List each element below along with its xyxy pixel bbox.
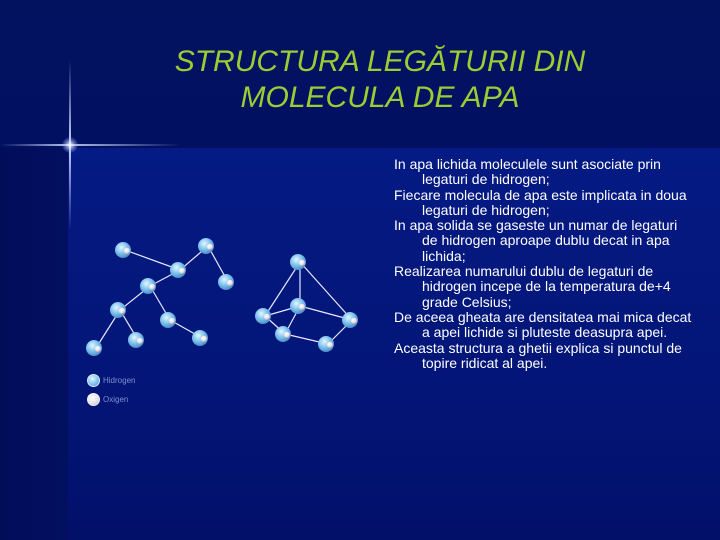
water-molecule (86, 340, 102, 356)
water-molecule (198, 238, 214, 254)
water-molecule (128, 332, 144, 348)
paragraph-4: Realizarea numarului dublu de legaturi de hidrogen incepe de la temperatura de+4 grade Celsius; (394, 263, 671, 310)
hydrogen-bond-line (300, 262, 352, 320)
atoms (86, 238, 358, 356)
title-line-1: STRUCTURA LEGĂTURII DIN (174, 45, 586, 78)
oxygen-atom (327, 342, 333, 348)
oxygen-atom (351, 318, 357, 324)
hydrogen-atom-icon (87, 374, 100, 387)
oxygen-atom (95, 346, 101, 352)
explanation-list (394, 157, 694, 371)
oxygen-atom (169, 318, 175, 324)
water-molecule (170, 262, 186, 278)
legend-hydrogen (87, 374, 135, 387)
oxygen-atom (137, 338, 143, 344)
oxygen-atom (119, 308, 125, 314)
oxygen-atom (299, 304, 305, 310)
title-line-2: MOLECULA DE APA (240, 81, 520, 114)
paragraph-6: Aceasta structura a ghetii explica si punctul de topire ridicat al apei. (394, 339, 682, 371)
legend-oxygen-label: Oxigen (103, 395, 129, 404)
water-molecule (342, 312, 358, 328)
oxygen-atom (284, 332, 290, 338)
legend-oxygen (87, 393, 128, 406)
water-molecule (290, 298, 306, 314)
water-molecule (192, 330, 208, 346)
oxygen-atom (201, 336, 207, 342)
water-molecule (290, 254, 306, 270)
slide-title (120, 44, 640, 116)
water-molecule (255, 308, 271, 324)
sparkle-star-icon (62, 137, 78, 153)
water-molecule (115, 242, 131, 258)
water-molecule (110, 302, 126, 318)
oxygen-atom (124, 248, 130, 254)
legend-hydrogen-label: Hidrogen (103, 376, 136, 385)
oxygen-atom (179, 268, 185, 274)
oxygen-atom (149, 284, 155, 290)
sparkle-horizontal-ray (0, 144, 180, 146)
left-band (0, 148, 68, 540)
oxygen-atom-icon (87, 393, 100, 406)
water-molecule (275, 326, 291, 342)
water-molecule (140, 278, 156, 294)
water-molecule-network-diagram (80, 228, 380, 378)
oxygen-atom (264, 314, 270, 320)
paragraph-1: In apa lichida moleculele sunt asociate prin legaturi de hidrogen; (394, 156, 661, 188)
oxygen-atom (299, 260, 305, 266)
paragraph-3: In apa solida se gaseste un numar de legaturi de hidrogen aproape dublu decat in apa lichida; (394, 217, 678, 264)
water-molecule (218, 274, 234, 290)
water-molecule (160, 312, 176, 328)
oxygen-atom (207, 244, 213, 250)
water-molecule (318, 336, 334, 352)
oxygen-atom (227, 280, 233, 286)
paragraph-2: Fiecare molecula de apa este implicata in doua legaturi de hidrogen; (394, 186, 687, 218)
paragraph-5: De aceea gheata are densitatea mai mica decat a apei lichide si pluteste deasupra apei. (394, 308, 692, 341)
